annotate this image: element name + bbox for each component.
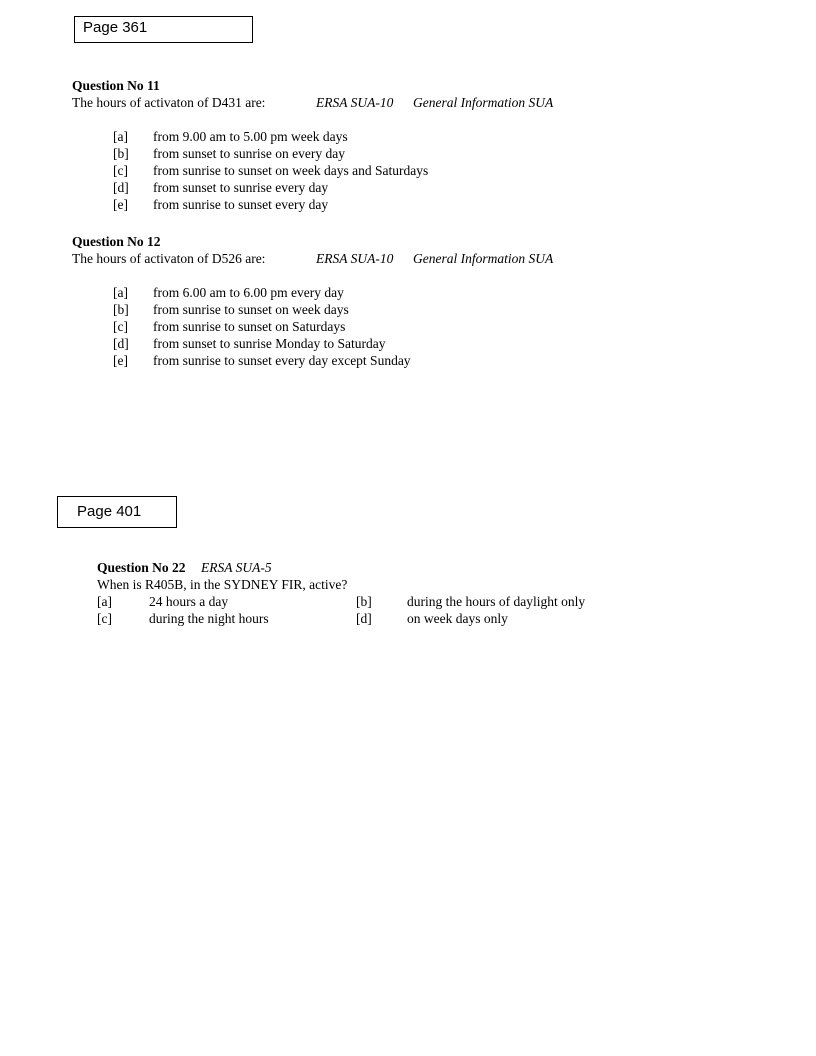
option-letter: [c] [97, 611, 112, 626]
reference-ersa: ERSA SUA-10 [316, 251, 394, 266]
reference-ersa: ERSA SUA-5 [201, 560, 272, 575]
page-label-box-361 [74, 16, 253, 43]
option-letter: [e] [113, 197, 128, 212]
reference-section: General Information SUA [413, 95, 554, 110]
option-letter: [c] [113, 163, 128, 178]
option-text: on week days only [407, 611, 508, 626]
option-text: from 9.00 am to 5.00 pm week days [153, 129, 348, 144]
option-text: during the hours of daylight only [407, 594, 586, 609]
option-text: from sunrise to sunset on week days and Saturdays [153, 163, 429, 178]
option-text: from sunset to sunrise Monday to Saturday [153, 336, 386, 351]
question-11 [72, 77, 772, 214]
option-text: from sunset to sunrise on every day [153, 146, 345, 161]
option-text: from 6.00 am to 6.00 pm every day [153, 285, 344, 300]
option-letter: [b] [113, 302, 129, 317]
option-text: from sunrise to sunset every day [153, 197, 329, 212]
option-letter: [d] [356, 611, 372, 626]
option-text: during the night hours [149, 611, 269, 626]
option-letter: [d] [113, 180, 129, 195]
question-title: Question No 22 [97, 560, 186, 575]
question-stem: When is R405B, in the SYDNEY FIR, active? [97, 577, 348, 592]
option-letter: [b] [356, 594, 372, 609]
option-letter: [e] [113, 353, 128, 368]
options-list [72, 128, 772, 214]
question-stem: The hours of activaton of D526 are: [72, 251, 266, 266]
option-letter: [c] [113, 319, 128, 334]
options-list [72, 284, 772, 370]
page-label: Page 401 [77, 503, 142, 520]
option-text: from sunset to sunrise every day [153, 180, 329, 195]
question-stem-row [72, 250, 772, 267]
reference-ersa: ERSA SUA-10 [316, 95, 394, 110]
option-letter: [b] [113, 146, 129, 161]
option-letter: [a] [113, 285, 128, 300]
page-label-box-401 [57, 496, 177, 528]
option-letter: [d] [113, 336, 129, 351]
question-stem: The hours of activaton of D431 are: [72, 95, 266, 110]
option-letter: [a] [113, 129, 128, 144]
question-stem-row [72, 94, 772, 111]
options-grid [97, 593, 697, 627]
reference-section: General Information SUA [413, 251, 554, 266]
option-text: 24 hours a day [149, 594, 229, 609]
question-title: Question No 12 [72, 234, 161, 249]
option-letter: [a] [97, 594, 112, 609]
question-12 [72, 233, 772, 370]
option-text: from sunrise to sunset every day except Sunday [153, 353, 411, 368]
option-text: from sunrise to sunset on week days [153, 302, 349, 317]
question-22 [97, 559, 697, 627]
page-label: Page 361 [83, 19, 148, 36]
option-text: from sunrise to sunset on Saturdays [153, 319, 346, 334]
question-header-row [97, 559, 697, 576]
question-title: Question No 11 [72, 78, 160, 93]
